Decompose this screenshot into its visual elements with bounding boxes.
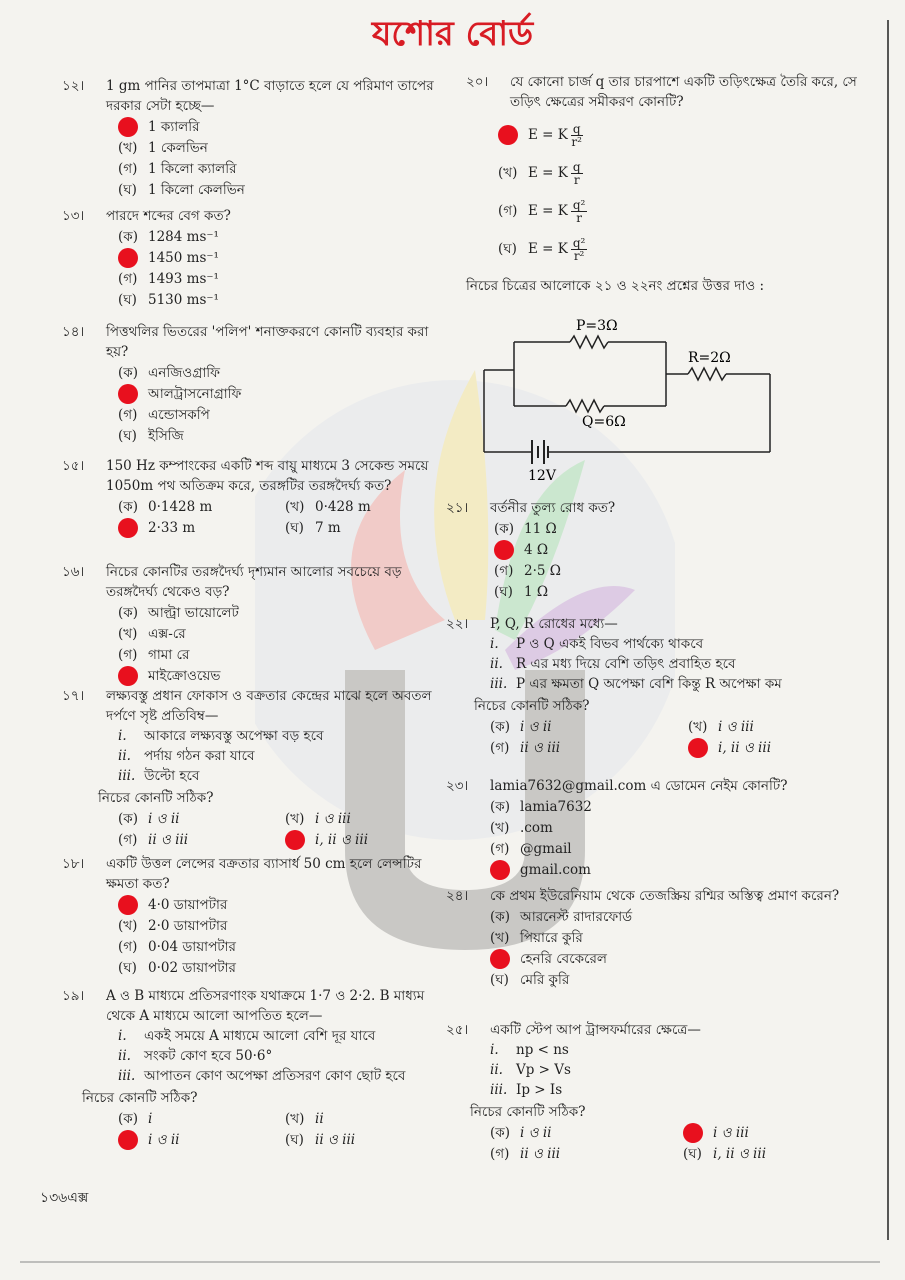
question-text: নিচের কোনটির তরঙ্গদৈর্ঘ্য দৃশ্যমান আলোর সবচেয়ে বড় তরঙ্গদৈর্ঘ্য থেকেও বড়? [106,564,402,600]
statement [118,1066,442,1086]
option-text: 5130 ms⁻¹ [148,291,219,308]
option-label: (ক) [118,364,138,381]
option-ka[interactable] [118,1108,275,1129]
fraction [571,161,583,186]
question-24 [446,886,846,990]
option-text: আল্ট্রা ভায়োলেট [148,604,239,621]
option-text: gmail.com [520,861,591,878]
option-ga[interactable] [118,517,275,538]
denominator: r [573,172,580,187]
option-text: গামা রে [148,646,190,663]
statement-text: np < ns [516,1042,569,1058]
statement-text: P ও Q একই বিভব পার্থক্যে থাকবে [516,636,704,652]
option-kha[interactable] [118,247,442,268]
option-gha[interactable] [490,859,876,880]
option-gha[interactable] [118,425,442,446]
denominator: r [576,210,582,225]
circuit-intro: নিচের চিত্রের আলোকে ২১ ও ২২নং প্রশ্নের উত্তর দাও : [466,278,765,294]
option-kha[interactable] [494,539,866,560]
option-gha[interactable] [118,289,442,310]
option-gha[interactable] [118,957,442,978]
option-gha[interactable] [683,1143,866,1164]
option-ga[interactable] [494,560,866,581]
statement-number: iii. [490,676,508,692]
answer-marker [494,540,514,560]
option-label: (খ) [490,819,510,836]
statement-number: i. [118,728,127,744]
numerator: q² [572,235,586,250]
option-label: (গ) [118,831,138,848]
question-15 [62,456,442,538]
option-text: i, ii ও iii [315,831,369,848]
option-label: (ঘ) [118,291,137,308]
numerator: q² [572,197,586,212]
answer-marker [118,1130,138,1150]
question-ask: নিচের কোনটি সঠিক? [98,790,214,806]
numerator: q [572,159,581,174]
option-ka[interactable] [490,716,678,737]
option-text: এনজিওগ্রাফি [148,364,220,381]
option-ka[interactable] [118,362,442,383]
statement [118,766,442,786]
question-text: একটি স্টেপ আপ ট্রান্সফর্মারের ক্ষেত্রে— [490,1022,701,1038]
option-label: (খ) [688,718,708,735]
question-text: A ও B মাধ্যমে প্রতিসরণাংক যথাক্রমে 1·7 ও 2·2. B মাধ্যম থেকে A মাধ্যমে আলো আপতিত হলে— [106,988,425,1024]
option-label: (খ) [285,810,305,827]
statement [490,634,876,654]
statement-text: পর্দায় গঠন করা যাবে [144,748,255,764]
option-gha[interactable] [490,969,846,990]
question-number: ২০। [466,74,489,90]
option-ka[interactable] [118,116,442,137]
voltage-label: 12V [528,468,556,482]
option-kha[interactable] [118,623,442,644]
option-text: 1450 ms⁻¹ [148,249,219,266]
option-kha[interactable] [118,137,442,158]
option-text: 11 Ω [524,520,557,537]
question-20 [466,72,866,268]
option-text: 1284 ms⁻¹ [148,228,219,245]
option-text: 1493 ms⁻¹ [148,270,219,287]
option-ka[interactable] [490,906,846,927]
statement-number: iii. [118,768,136,784]
option-gha[interactable] [118,179,442,200]
option-kha[interactable] [688,716,876,737]
statement-text: উল্টো হবে [144,768,200,784]
question-text: 150 Hz কম্পাংকের একটি শব্দ বায়ু মাধ্যমে 3 সেকেন্ড সময়ে 1050m পথ অতিক্রম করে, তরঙ্গটির তরঙ্গদৈর্ঘ্য কত? [106,458,429,494]
option-text: @gmail [520,840,572,857]
option-text: ii ও iii [520,739,561,756]
option-text: মেরি কুরি [520,971,570,988]
option-text: 1 Ω [524,583,549,600]
option-label: (গ) [490,739,510,756]
option-label: (ঘ) [285,1131,304,1148]
option-label: (গ) [498,203,518,219]
option-text: E = K [528,203,568,219]
option-ka[interactable] [494,518,866,539]
question-number: ২২। [446,616,469,632]
statement-number: iii. [118,1068,136,1084]
option-kha[interactable] [490,817,876,838]
question-22 [446,614,876,758]
option-text: 2·33 m [148,519,196,536]
statement-number: ii. [118,1048,131,1064]
option-text: আরনেস্ট রাদারফোর্ড [520,908,633,925]
option-text: ii [315,1110,324,1127]
option-label: (খ) [118,139,138,156]
question-number: ২৩। [446,778,469,794]
option-label: (ক) [118,810,138,827]
option-label: (ক) [118,498,138,515]
question-text: লক্ষ্যবস্তু প্রধান ফোকাস ও বক্রতার কেন্দ্রের মাঝে হলে অবতল দর্পণে সৃষ্ট প্রতিবিম্ব— [106,688,432,724]
option-ka[interactable] [118,808,275,829]
option-label: (খ) [285,498,305,515]
option-text: 1 কিলো ক্যালরি [148,160,237,177]
option-gha[interactable] [494,581,866,602]
question-12 [62,76,442,200]
fraction [571,237,588,262]
answer-marker [683,1123,703,1143]
option-ka[interactable] [118,894,442,915]
option-ka[interactable] [118,602,442,623]
option-ka[interactable] [118,496,275,517]
statement-number: i. [490,636,499,652]
circuit-diagram [470,312,790,482]
option-text: পিয়ারে কুরি [520,929,583,946]
option-text: 1 কেলভিন [148,139,208,156]
option-ga[interactable] [498,192,866,230]
option-label: (ঘ) [285,519,304,536]
answer-marker [285,830,305,850]
resistor-r-label: R=2Ω [688,350,731,366]
option-label: (ঘ) [118,427,137,444]
question-17 [62,686,442,850]
option-label: (খ) [118,625,138,642]
option-text: 0·428 m [315,498,371,515]
option-text: মাইক্রোওয়েভ [148,667,221,684]
numerator: q [572,121,581,136]
option-gha[interactable] [285,517,442,538]
statement-number: ii. [490,1062,503,1078]
option-ga[interactable] [490,838,876,859]
option-label: (গ) [494,562,514,579]
question-text: বর্তনীর তুল্য রোধ কত? [490,500,616,516]
option-label: (ক) [118,228,138,245]
question-14 [62,322,442,446]
option-label: (ঘ) [494,583,513,600]
option-text: i [148,1110,153,1127]
option-ga[interactable] [490,1143,673,1164]
option-label: (গ) [118,938,138,955]
option-text: 7 m [315,519,341,536]
option-label: (ক) [118,604,138,621]
question-ask: নিচের কোনটি সঠিক? [474,698,590,714]
option-label: (ক) [490,908,510,925]
option-ka[interactable] [490,1122,673,1143]
option-text: i, ii ও iii [713,1145,767,1162]
option-label: (গ) [490,1145,510,1162]
option-text: আলট্রাসনোগ্রাফি [148,385,242,402]
option-label: (গ) [118,270,138,287]
statement [490,654,876,674]
statement [118,1046,442,1066]
statement-text: একই সময়ে A মাধ্যমে আলো বেশি দূর যাবে [144,1028,376,1044]
statement [490,1080,866,1100]
option-gha[interactable] [688,737,876,758]
statement [118,746,442,766]
question-text: যে কোনো চার্জ q তার চারপাশে একটি তড়িৎক্ষেত্র তৈরি করে, সে তড়িৎ ক্ষেত্রের সমীকরণ কোনটি? [510,74,857,110]
fraction [571,199,588,224]
question-13 [62,206,442,310]
question-number: ২৫। [446,1022,469,1038]
option-ga[interactable] [490,948,846,969]
option-text: 0·1428 m [148,498,213,515]
option-kha[interactable] [118,915,442,936]
option-label: (ঘ) [683,1145,702,1162]
question-18 [62,854,442,978]
option-label: (ঘ) [118,181,137,198]
option-ka[interactable] [118,226,442,247]
option-text: এক্স-রে [148,625,186,642]
option-kha[interactable] [285,808,442,829]
statement [490,1060,866,1080]
denominator: r² [573,248,585,263]
statement-number: ii. [118,748,131,764]
option-kha[interactable] [285,1108,442,1129]
answer-marker [498,125,518,145]
option-ka[interactable] [490,796,876,817]
option-label: (ঘ) [490,971,509,988]
fraction [571,123,583,148]
option-label: (ক) [490,1124,510,1141]
question-text: কে প্রথম ইউরেনিয়াম থেকে তেজস্ক্রিয় রশ্মির অস্তিত্ব প্রমাণ করেন? [490,888,840,904]
option-text: 1 কিলো কেলভিন [148,181,245,198]
option-gha[interactable] [498,230,866,268]
option-label: (ক) [118,1110,138,1127]
option-text: হেনরি বেকেরেল [520,950,607,967]
option-label: (গ) [118,160,138,177]
option-text: ii ও iii [148,831,189,848]
statement-text: আপাতন কোণ অপেক্ষা প্রতিসরণ কোণ ছোট হবে [144,1068,406,1084]
statement [118,1026,442,1046]
answer-marker [118,666,138,686]
question-number: ১৬। [62,564,85,580]
option-label: (খ) [490,929,510,946]
statement-text: Ip > Is [516,1082,563,1098]
option-text: i, ii ও iii [718,739,772,756]
option-ga[interactable] [118,829,275,850]
statement [490,674,876,694]
option-label: (খ) [118,917,138,934]
question-19 [62,986,442,1150]
option-ga[interactable] [118,1129,275,1150]
option-kha[interactable] [498,154,866,192]
answer-marker [490,949,510,969]
option-ga[interactable] [490,737,678,758]
option-gha[interactable] [118,665,442,686]
question-text: পিত্তথলির ভিতরের 'পলিপ' শনাক্তকরণে কোনটি ব্যবহার করা হয়? [106,324,429,360]
option-label: (ক) [494,520,514,537]
option-text: E = K [528,165,568,181]
question-number: ১৩। [62,208,85,224]
option-ga[interactable] [118,936,442,957]
statement-text: সংকট কোণ হবে 50·6° [144,1048,273,1064]
option-ga[interactable] [118,268,442,289]
statement [490,1040,866,1060]
option-text: E = K [528,241,568,257]
option-kha[interactable] [118,383,442,404]
option-gha[interactable] [285,829,442,850]
statement-text: R এর মধ্য দিয়ে বেশি তড়িৎ প্রবাহিত হবে [516,656,736,672]
option-label: (খ) [285,1110,305,1127]
option-gha[interactable] [285,1129,442,1150]
option-label: (খ) [498,165,518,181]
option-text: i ও ii [520,718,552,735]
statement-number: ii. [490,656,503,672]
option-text: lamia7632 [520,798,592,815]
option-label: (গ) [490,840,510,857]
answer-marker [490,860,510,880]
answer-marker [118,895,138,915]
option-kha[interactable] [285,496,442,517]
question-number: ১২। [62,78,85,94]
option-text: 4 Ω [524,541,549,558]
option-text: 2·0 ডায়াপটার [148,917,228,934]
option-label: (গ) [118,646,138,663]
statement-text: P এর ক্ষমতা Q অপেক্ষা বেশি কিন্তু R অপেক্ষা কম [516,676,782,692]
option-text: i ও ii [148,810,180,827]
answer-marker [118,248,138,268]
page-footer: ১৩৬এক্স [40,1190,89,1206]
question-ask: নিচের কোনটি সঠিক? [82,1090,198,1106]
answer-marker [118,117,138,137]
question-number: ১৮। [62,856,85,872]
question-25 [446,1020,866,1164]
question-number: ১৫। [62,458,85,474]
option-label: (ঘ) [498,241,517,257]
question-text: P, Q, R রোধের মধ্যে— [490,616,618,632]
option-ga[interactable] [118,644,442,665]
question-number: ২৪। [446,888,469,904]
option-ga[interactable] [118,158,442,179]
page-title: যশোর বোর্ড [371,14,534,54]
question-number: ১৭। [62,688,85,704]
option-text: ইসিজি [148,427,184,444]
question-text: পারদে শব্দের বেগ কত? [106,208,231,224]
option-text: i ও iii [315,810,351,827]
option-text: 1 ক্যালরি [148,118,200,135]
question-text: lamia7632@gmail.com এ ডোমেন নেইম কোনটি? [490,778,788,794]
option-kha[interactable] [490,927,846,948]
option-text: ii ও iii [520,1145,561,1162]
option-ka[interactable] [498,116,866,154]
option-label: (গ) [118,406,138,423]
question-number: ১৪। [62,324,85,340]
answer-marker [688,738,708,758]
option-text: এন্ডোসকপি [148,406,210,423]
statement-number: i. [118,1028,127,1044]
statement-text: Vp > Vs [516,1062,571,1078]
question-16 [62,562,442,686]
question-number: ১৯। [62,988,85,1004]
question-21 [446,498,866,602]
statement-number: iii. [490,1082,508,1098]
option-label: (ক) [490,798,510,815]
statement-text: আকারে লক্ষ্যবস্তু অপেক্ষা বড় হবে [144,728,324,744]
option-text: i ও ii [148,1131,180,1148]
answer-marker [118,518,138,538]
question-text: 1 gm পানির তাপমাত্রা 1°C বাড়াতে হলে যে পরিমাণ তাপের দরকার সেটা হচ্ছে— [106,78,434,114]
option-text: 4·0 ডায়াপটার [148,896,228,913]
question-text: একটি উত্তল লেন্সের বক্রতার ব্যাসার্ধ 50 cm হলে লেন্সটির ক্ষমতা কত? [106,856,422,892]
resistor-p-label: P=3Ω [576,318,618,334]
option-text: i ও iii [718,718,754,735]
option-text: i ও ii [520,1124,552,1141]
option-label: (ক) [490,718,510,735]
option-ga[interactable] [118,404,442,425]
battery-icon [532,440,548,464]
answer-marker [118,384,138,404]
option-label: (ঘ) [118,959,137,976]
option-text: 0·02 ডায়াপটার [148,959,236,976]
option-text: .com [520,819,553,836]
option-text: 0·04 ডায়াপটার [148,938,236,955]
denominator: r² [571,134,582,149]
question-number: ২১। [446,500,469,516]
option-kha[interactable] [683,1122,866,1143]
resistor-q-label: Q=6Ω [582,414,626,430]
option-text: i ও iii [713,1124,749,1141]
option-text: 2·5 Ω [524,562,561,579]
option-text: ii ও iii [315,1131,356,1148]
question-23 [446,776,876,880]
question-ask: নিচের কোনটি সঠিক? [470,1104,586,1120]
option-text: E = K [528,127,568,143]
statement [118,726,442,746]
statement-number: i. [490,1042,499,1058]
